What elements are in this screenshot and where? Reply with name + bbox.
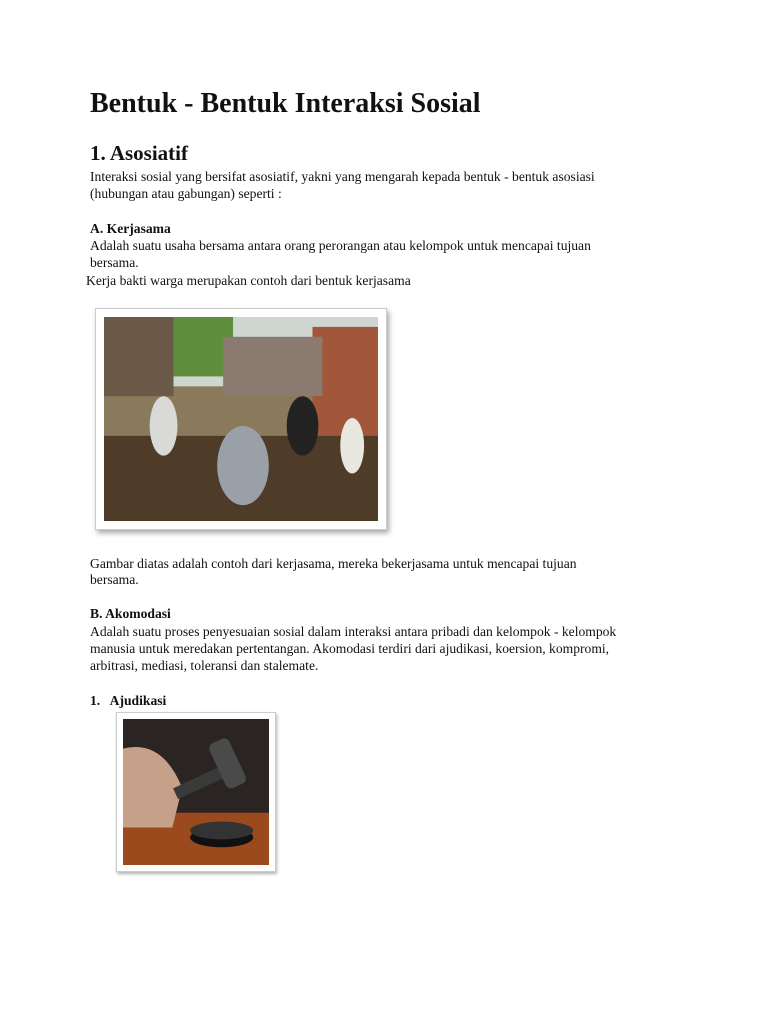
- paragraph-line: manusia untuk meredakan pertentangan. Akomodasi terdiri dari ajudikasi, koersion, kompromi,: [90, 641, 610, 656]
- heading-ajudikasi: 1. Ajudikasi: [90, 693, 167, 708]
- paragraph-line: Adalah suatu proses penyesuaian sosial dalam interaksi antara pribadi dan kelompok - kelompok: [90, 624, 617, 639]
- kerja-bakti-photo: [95, 308, 387, 530]
- paragraph-line: Interaksi sosial yang bersifat asosiatif, yakni yang mengarah kepada bentuk - bentuk asosiasi: [90, 169, 595, 184]
- page-title: Bentuk - Bentuk Interaksi Sosial: [90, 88, 481, 119]
- paragraph-line: Adalah suatu usaha bersama antara orang perorangan atau kelompok untuk mencapai tujuan: [90, 238, 591, 253]
- gavel-photo: [116, 712, 276, 872]
- heading-kerjasama: A. Kerjasama: [90, 221, 171, 236]
- paragraph-line: (hubungan atau gabungan) seperti :: [90, 186, 282, 201]
- heading-akomodasi: B. Akomodasi: [90, 606, 171, 621]
- paragraph-line: bersama.: [90, 255, 139, 270]
- paragraph-line: arbitrasi, mediasi, toleransi dan stalemate.: [90, 658, 319, 673]
- caption-line: bersama.: [90, 572, 139, 587]
- caption-line: Gambar diatas adalah contoh dari kerjasama, mereka bekerjasama untuk mencapai tujuan: [90, 556, 577, 571]
- paragraph-line: Kerja bakti warga merupakan contoh dari bentuk kerjasama: [86, 273, 411, 288]
- section-heading-asosiatif: 1. Asosiatif: [90, 141, 189, 165]
